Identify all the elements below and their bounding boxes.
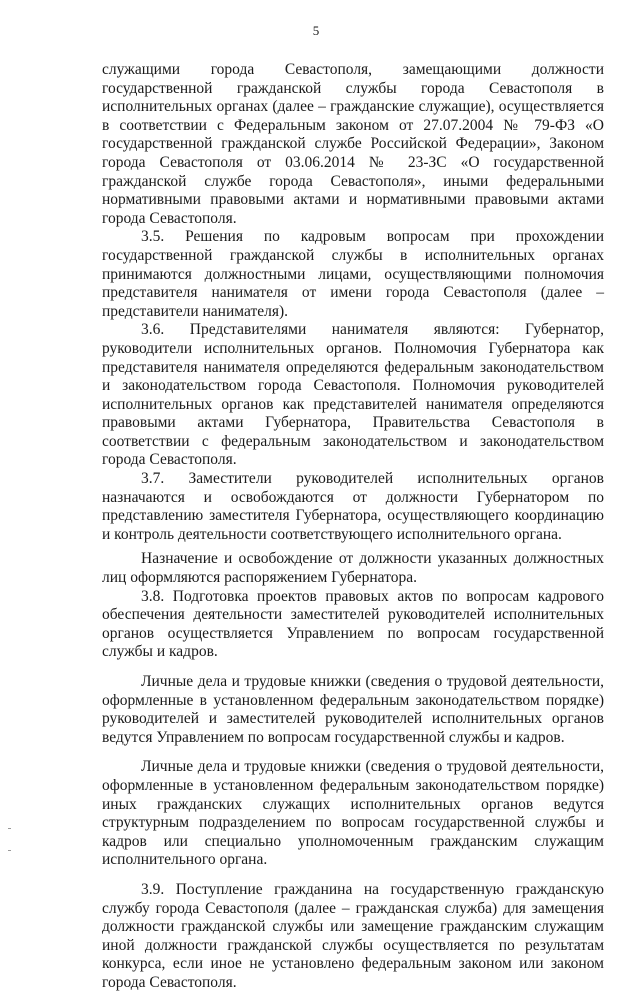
paragraph-3-6: 3.6. Представителями нанимателя являются: Губернатор, руководители исполнительных органов. Полномочия Губернатора как представителя нанимателя определяются федеральным законодательством и законодательством города Севастополя. Полномочия руководителей исполнительных органов как представителей нанимателя определяются правовыми актами Губернатора, Правительства Севастополя в соответствии с федеральным законодательством и законодательством города Севастополя. <box>102 321 604 469</box>
paragraph-3-7: 3.7. Заместители руководителей исполнительных органов назначаются и освобождаются от должности Губернатором по представлению заместителя Губернатора, осуществляющего координацию и контроль деятельности соответствующего исполнительного органа. <box>102 470 604 543</box>
page-number: 5 <box>312 23 320 38</box>
scan-mark <box>8 850 11 851</box>
paragraph-personal-files-servants: Личные дела и трудовые книжки (сведения о трудовой деятельности, оформленные в установленном федеральным законодательством порядке) иных гражданских служащих исполнительных органов ведутся структурным подразделением по вопросам государственной службы и кадров или специально уполномоченным гражданским служащим исполнительного органа. <box>102 758 604 869</box>
paragraph-personal-files-managers: Личные дела и трудовые книжки (сведения о трудовой деятельности, оформленные в установленном федеральным законодательством порядке) руководителей и заместителей руководителей исполнительных органов ведутся Управлением по вопросам государственной службы и кадров. <box>102 673 604 746</box>
paragraph-3-5: 3.5. Решения по кадровым вопросам при прохождении государственной гражданской службы в исполнительных органах принимаются должностными лицами, осуществляющими полномочия представителя нанимателя от имени города Севастополя (далее – представители нанимателя). <box>102 228 604 320</box>
paragraph-3-9: 3.9. Поступление гражданина на государственную гражданскую службу города Севастополя (далее – гражданская служба) для замещения должности гражданской службы или замещение гражданским служащим иной должности гражданской службы осуществляется по результатам конкурса, если иное не установлено федеральным законом или законом города Севастополя. <box>102 880 604 991</box>
scan-mark <box>8 828 11 829</box>
document-body <box>102 61 604 993</box>
paragraph-appointment: Назначение и освобождение от должности указанных должностных лиц оформляются распоряжением Губернатора. <box>102 550 604 587</box>
paragraph-3-8: 3.8. Подготовка проектов правовых актов по вопросам кадрового обеспечения деятельности заместителей руководителей исполнительных органов осуществляется Управлением по вопросам государственной службы и кадров. <box>102 587 604 661</box>
paragraph-continuation: служащими города Севастополя, замещающими должности государственной гражданской службы города Севастополя в исполнительных органах (далее – гражданские служащие), осуществляется в соответствии с Федеральным законом от 27.07.2004 № 79-ФЗ «О государственной гражданской службе Российской Федерации», Законом города Севастополя от 03.06.2014 № 23-ЗС «О государственной гражданской службе города Севастополя», иными федеральными нормативными правовыми актами и нормативными правовыми актами города Севастополя. <box>102 61 604 227</box>
